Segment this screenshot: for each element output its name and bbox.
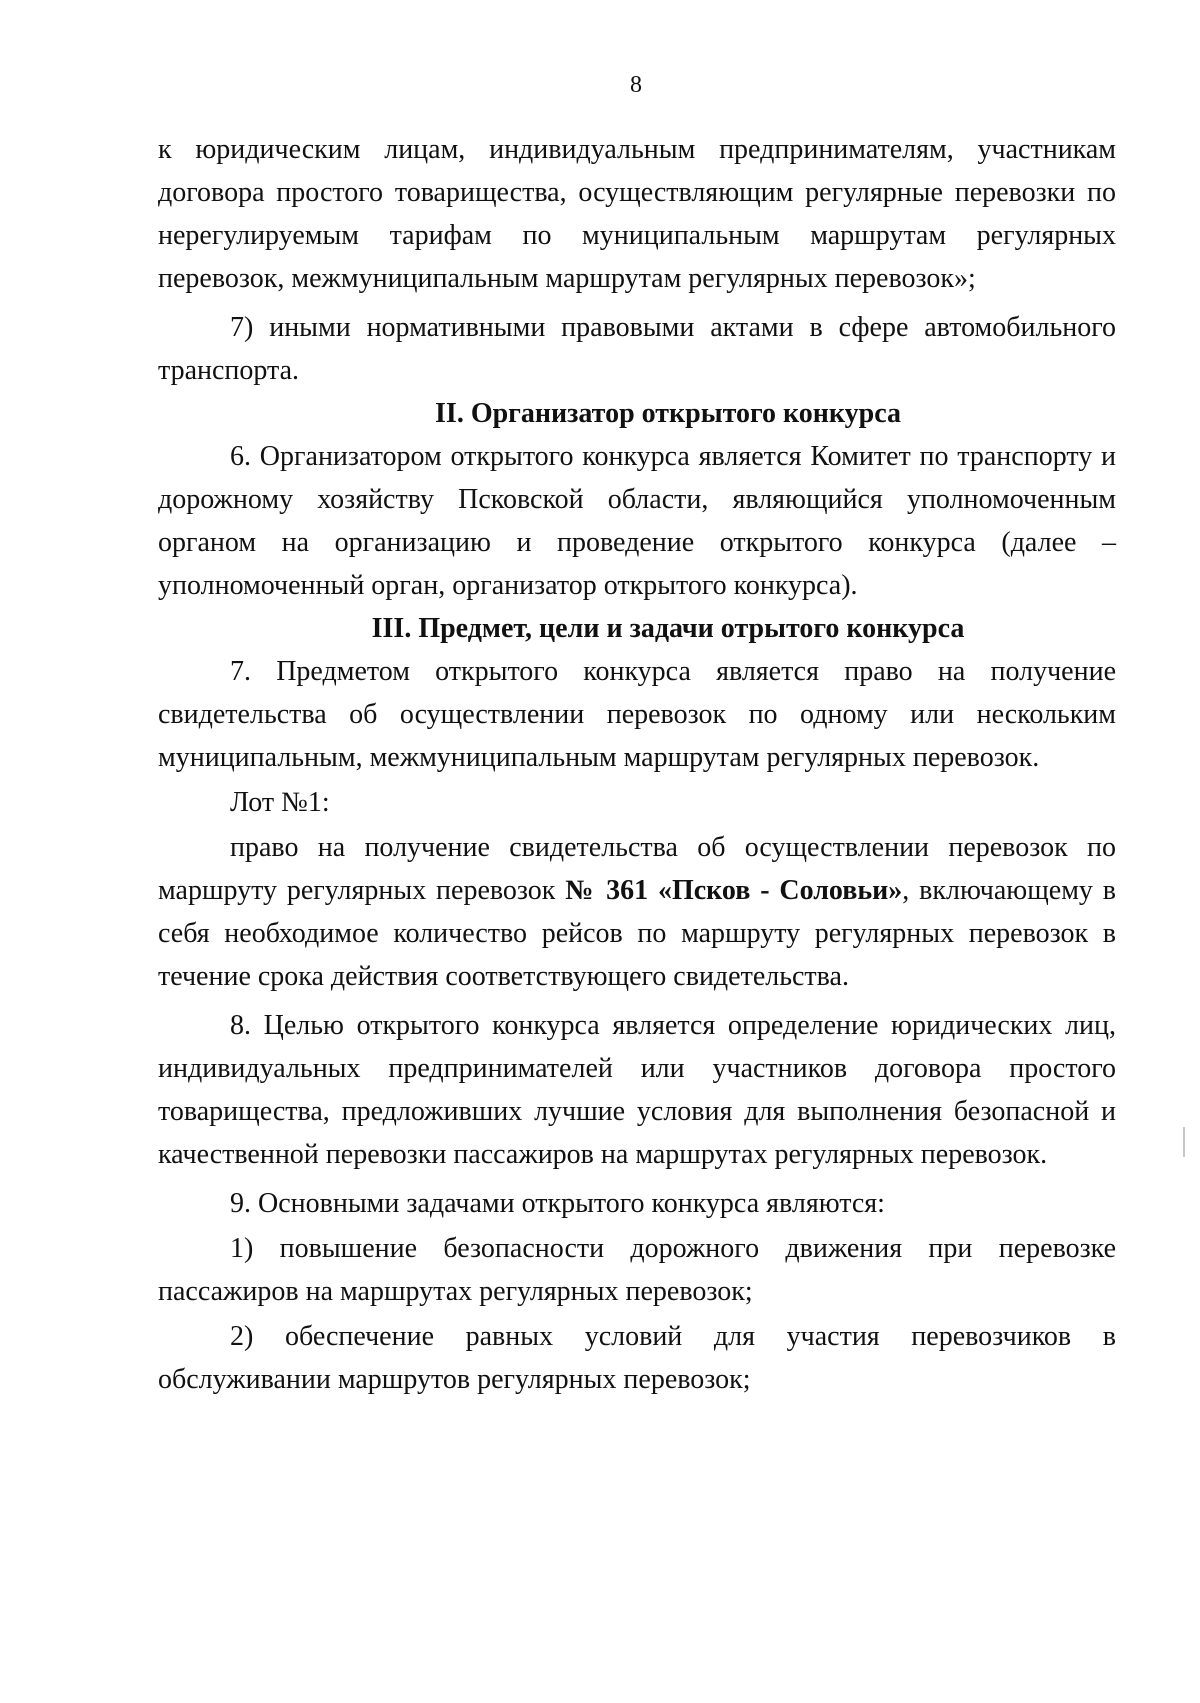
paragraph-9: 9. Основными задачами открытого конкурса являются: [230,1188,885,1219]
lot-route-number: № 361 «Псков - Соловьи» [565,875,903,906]
scan-artifact-mark [1183,1127,1185,1157]
paragraph-9-item-2: 2) обеспечение равных условий для участия перевозчиков в обслуживании маршрутов регулярных перевозок; [158,1321,1116,1395]
paragraph-item-7-other-acts: 7) иными нормативными правовыми актами в сфере автомобильного транспорта. [158,312,1116,386]
lot-description [158,826,1116,998]
page-number: 8 [630,72,642,98]
paragraph-8: 8. Целью открытого конкурса является определение юридических лиц, индивидуальных предпринимателей или участников договора простого товарищества, предложивших лучшие условия для выполнения безопасной и качественной перевозки пассажиров на маршрутах регулярных перевозок. [158,1010,1116,1170]
paragraph-9-item-1: 1) повышение безопасности дорожного движения при перевозке пассажиров на маршрутах регулярных перевозок; [158,1233,1116,1307]
section-heading-subject: III. Предмет, цели и задачи отрытого конкурса [371,613,965,644]
paragraph-intro: к юридическим лицам, индивидуальным предпринимателям, участникам договора простого товарищества, осуществляющим регулярные перевозки по нерегулируемым тарифам по муниципальным маршрутам регулярных перевозок, межмуниципальным маршрутам регулярных перевозок»; [158,134,1116,294]
lot-text-before: право на получение свидетельства об осуществлении перевозок по маршруту регулярных перевозок [158,832,1116,906]
paragraph-7: 7. Предметом открытого конкурса является право на получение свидетельства об осуществлении перевозок по одному или нескольким муниципальным, межмуниципальным маршрутам регулярных перевозок. [158,656,1116,773]
lot-label: Лот №1: [230,787,330,818]
paragraph-6: 6. Организатором открытого конкурса является Комитет по транспорту и дорожному хозяйству Псковской области, являющийся уполномоченным органом на организацию и проведение открытого конкурса (далее – уполномоченный орган, организатор открытого конкурса). [158,441,1116,601]
lot-text-after: , включающему в себя необходимое количество рейсов по маршруту регулярных перевозок в течение срока действия соответствующего свидетельства. [158,875,1116,992]
section-heading-organizer: II. Организатор открытого конкурса [435,398,901,429]
document-body [158,128,1116,1401]
